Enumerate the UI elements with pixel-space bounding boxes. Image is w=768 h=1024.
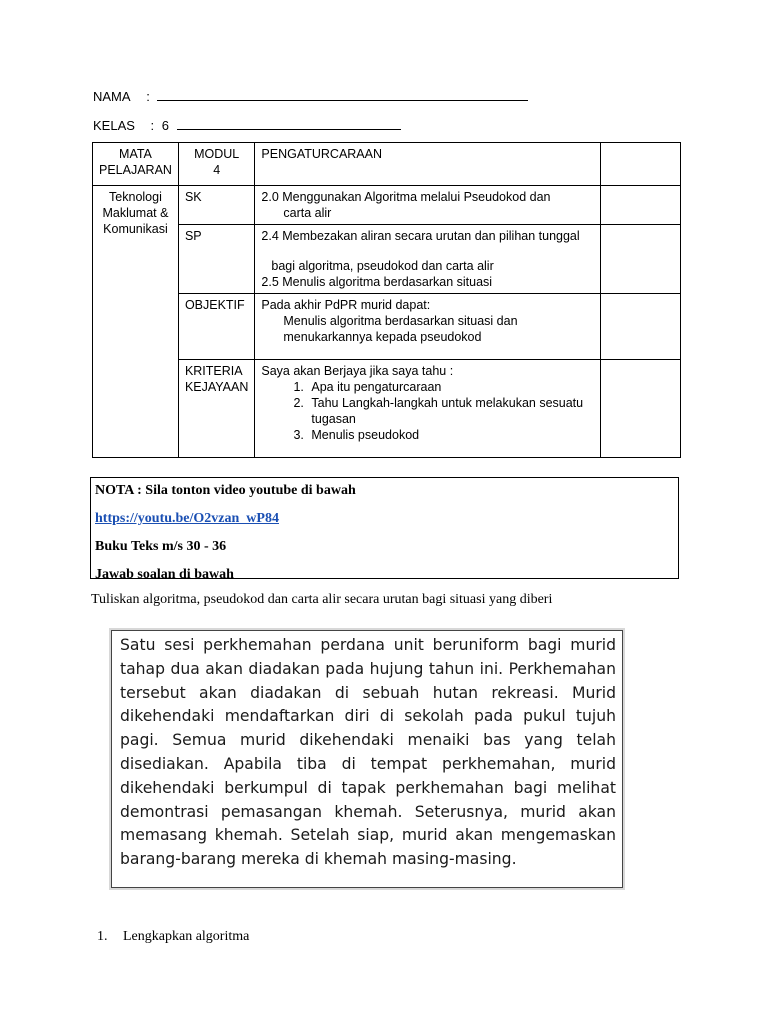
nota-box	[90, 477, 679, 582]
kelas-value: 6	[161, 118, 170, 133]
topic-header: PENGATURCARAAN	[255, 143, 601, 186]
list-item: 3. Menulis pseudokod	[307, 427, 594, 443]
kriteria-text: Saya akan Berjaya jika saya tahu : 1. Apa itu pengaturcaraan 2. Tahu Langkah-langkah untuk melakukan sesuatu tugasan 3. Menulis pseudokod	[255, 360, 601, 458]
modul-label: MODUL	[194, 147, 240, 161]
sk-label: SK	[178, 186, 254, 225]
nota-heading: NOTA : Sila tonton video youtube di bawah	[95, 483, 356, 498]
answer-instruction: Jawab soalan di bawah	[95, 567, 234, 582]
list-item: 2. Tahu Langkah-langkah untuk melakukan sesuatu tugasan	[307, 395, 594, 427]
empty-cell	[601, 225, 681, 294]
mata-pelajaran-header: MATA PELAJARAN	[93, 143, 179, 186]
kelas-row	[93, 117, 401, 133]
nama-row	[93, 88, 528, 104]
nama-field[interactable]	[157, 88, 528, 101]
question-text: Lengkapkan algoritma	[123, 929, 250, 944]
sp-row	[93, 225, 681, 294]
textbook-pages: Buku Teks m/s 30 - 36	[95, 539, 227, 554]
nama-label: NAMA	[93, 89, 131, 104]
situation-box: Satu sesi perkhemahan perdana unit beruniform bagi murid tahap dua akan diadakan pada hujung tahun ini. Perkhemahan tersebut akan diadakan di sebuah hutan rekreasi. Murid dikehendaki mendaftarkan diri di sekolah pada pukul tujuh pagi. Semua murid dikehendaki menaiki bas yang telah disediakan. Apabila tiba di tempat perkhemahan, murid dikehendaki berkumpul di tapak perkhemahan bagi melihat demontrasi pemasangan khemah. Seterusnya, murid akan memasang khemah. Setelah siap, murid akan mengemaskan barang-barang mereka di khemah masing-masing.	[111, 630, 623, 888]
instruction-text: Tuliskan algoritma, pseudokod dan carta alir secara urutan bagi situasi yang diberi	[91, 592, 553, 607]
modul-value: 4	[213, 163, 221, 177]
sp-text: 2.4 Membezakan aliran secara urutan dan pilihan tunggal bagi algoritma, pseudokod dan carta alir 2.5 Menulis algoritma berdasarkan situasi	[255, 225, 601, 294]
kelas-field[interactable]	[177, 117, 401, 130]
empty-header-cell	[601, 143, 681, 186]
nama-colon: :	[146, 89, 150, 104]
question-number: 1.	[97, 929, 108, 944]
kriteria-label: KRITERIA KEJAYAAN	[178, 360, 254, 458]
objektif-row	[93, 294, 681, 360]
empty-cell	[601, 294, 681, 360]
kelas-label: KELAS	[93, 118, 135, 133]
kriteria-list	[261, 379, 594, 443]
empty-cell	[601, 186, 681, 225]
empty-cell	[601, 360, 681, 458]
subject-cell: Teknologi Maklumat & Komunikasi	[93, 186, 179, 458]
youtube-link[interactable]: https://youtu.be/O2vzan_wP84	[95, 511, 279, 526]
kriteria-row	[93, 360, 681, 458]
kelas-colon: :	[150, 118, 155, 133]
modul-header	[178, 143, 254, 186]
sk-text: 2.0 Menggunakan Algoritma melalui Pseudokod dan carta alir	[255, 186, 601, 225]
table-header-row	[93, 143, 681, 186]
list-item: 1. Apa itu pengaturcaraan	[307, 379, 594, 395]
sk-row	[93, 186, 681, 225]
objektif-text: Pada akhir PdPR murid dapat: Menulis algoritma berdasarkan situasi dan menukarkannya kepada pseudokod	[255, 294, 601, 360]
objektif-label: OBJEKTIF	[178, 294, 254, 360]
module-info-table	[92, 142, 681, 458]
sp-label: SP	[178, 225, 254, 294]
question-1	[97, 929, 249, 945]
